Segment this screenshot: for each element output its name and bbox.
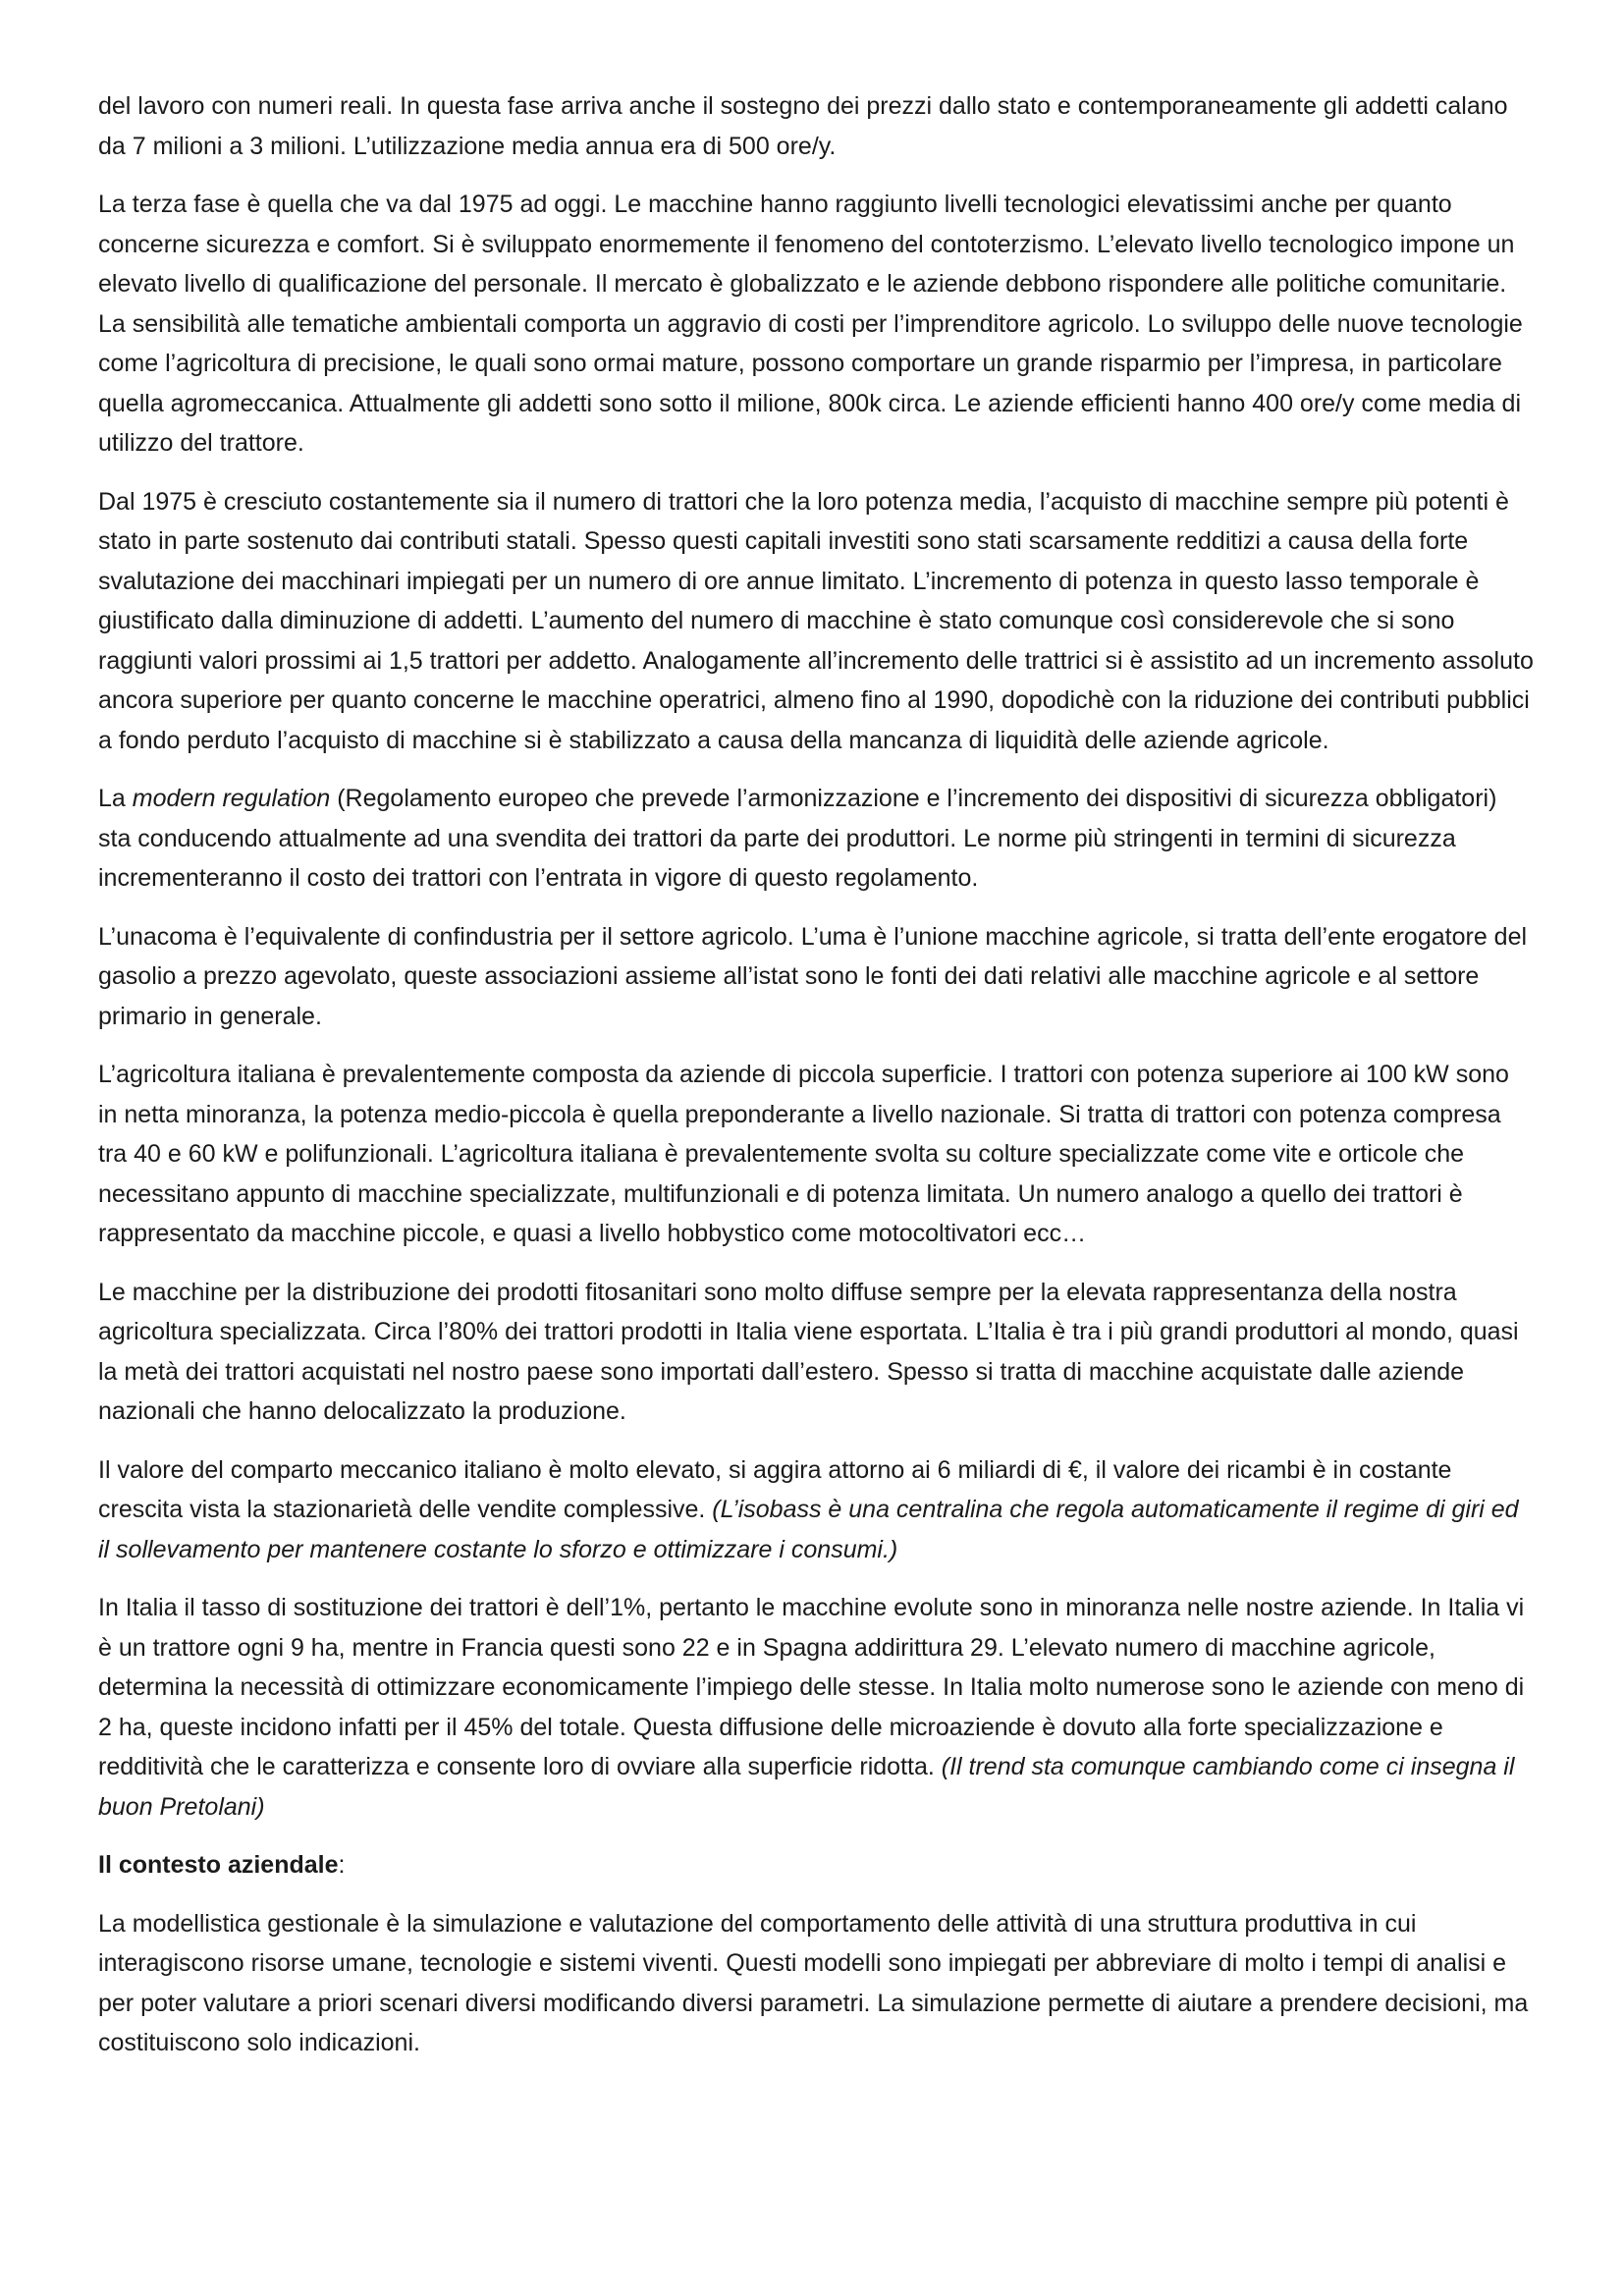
paragraph-text: La terza fase è quella che va dal 1975 ad oggi. Le macchine hanno raggiunto livelli tecnologici elevatissimi anche per quanto concerne sicurezza e comfort. Si è sviluppato enormemente il fenomeno del contoterzismo. L’elevato livello tecnologico impone un elevato livello di qualificazione del personale. Il mercato è globalizzato e le aziende debbono rispondere alle politiche comunitarie. La sensibilità alle tematiche ambientali comporta un aggravio di costi per l’imprenditore agricolo. Lo sviluppo delle nuove tecnologie come l’agricoltura di precisione, le quali sono ormai mature, possono comportare un grande risparmio per l’impresa, in particolare quella agromeccanica. Attualmente gli addetti sono sotto il milione, 800k circa. Le aziende efficienti hanno 400 ore/y come media di utilizzo del trattore. <box>98 191 1523 457</box>
paragraph-unacoma <box>98 917 1534 1037</box>
section-heading <box>98 1845 1534 1886</box>
paragraph-modern-regulation <box>98 779 1534 899</box>
paragraph-text: In Italia il tasso di sostituzione dei trattori è dell’1%, pertanto le macchine evolute sono in minoranza nelle nostre aziende. In Italia vi è un trattore ogni 9 ha, mentre in Francia questi sono 22 e in Spagna addirittura 29. L’elevato numero di macchine agricole, determina la necessità di ottimizzare economicamente l’impiego delle stesse. In Italia molto numerose sono le aziende con meno di 2 ha, queste incidono infatti per il 45% del totale. Questa diffusione delle microaziende è dovuto alla forte specializzazione e redditività che le caratterizza e consente loro di ovviare alla superficie ridotta. <box>98 1594 1525 1780</box>
paragraph-third-phase <box>98 185 1534 464</box>
paragraph-text: del lavoro con numeri reali. In questa fase arriva anche il sostegno dei prezzi dallo stato e contemporaneamente gli addetti calano da 7 milioni a 3 milioni. L’utilizzazione media annua era di 500 ore/y. <box>98 92 1508 160</box>
section-heading-title: Il contesto aziendale <box>98 1851 339 1879</box>
paragraph-italic-term: modern regulation <box>132 785 331 812</box>
paragraph-labour-phase <box>98 86 1534 166</box>
paragraph-text: L’agricoltura italiana è prevalentemente composta da aziende di piccola superficie. I trattori con potenza superiore ai 100 kW sono in netta minoranza, la potenza medio-piccola è quella preponderante a livello nazionale. Si tratta di trattori con potenza compresa tra 40 e 60 kW e polifunzionali. L’agricoltura italiana è prevalentemente svolta su colture specializzate come vite e orticole che necessitano appunto di macchine specializzate, multifunzionali e di potenza limitata. Un numero analogo a quello dei trattori è rappresentato da macchine piccole, e quasi a livello hobbystico come motocoltivatori ecc… <box>98 1061 1509 1247</box>
paragraph-tractor-growth <box>98 482 1534 761</box>
paragraph-italian-agriculture <box>98 1055 1534 1254</box>
paragraph-text: Il valore del comparto meccanico italiano è molto elevato, si aggira attorno ai 6 miliardi di €, il valore dei ricambi è in costante crescita vista la stazionarietà delle vendite complessive. <box>98 1455 1452 1523</box>
paragraph-phytosanitary <box>98 1273 1534 1432</box>
paragraph-text: La modellistica gestionale è la simulazione e valutazione del comportamento delle attività di una struttura produttiva in cui interagiscono risorse umane, tecnologie e sistemi viventi. Questi modelli sono impiegati per abbreviare di molto i tempi di analisi e per poter valutare a priori scenari diversi modificando diversi parametri. La simulazione permette di aiutare a prendere decisioni, ma costituiscono solo indicazioni. <box>98 1909 1529 2056</box>
document-page <box>98 86 1534 2082</box>
paragraph-italic-note: (Il trend sta comunque cambiando come ci insegna il buon Pretolani) <box>98 1753 1515 1821</box>
section-heading-suffix: : <box>338 1851 346 1879</box>
paragraph-lead: La <box>98 785 133 812</box>
paragraph-mechanical-sector <box>98 1450 1534 1570</box>
paragraph-text: L’unacoma è l’equivalente di confindustria per il settore agricolo. L’uma è l’unione macchine agricole, si tratta dell’ente erogatore del gasolio a prezzo agevolato, queste associazioni assieme all’istat sono le fonti dei dati relativi alle macchine agricole e al settore primario in generale. <box>98 922 1528 1030</box>
paragraph-replacement-rate <box>98 1588 1534 1827</box>
paragraph-text: Dal 1975 è cresciuto costantemente sia il numero di trattori che la loro potenza media, l’acquisto di macchine sempre più potenti è stato in parte sostenuto dai contributi statali. Spesso questi capitali investiti sono stati scarsamente redditizi a causa della forte svalutazione dei macchinari impiegati per un numero di ore annue limitato. L’incremento di potenza in questo lasso temporale è giustificato dalla diminuzione di addetti. L’aumento del numero di macchine è stato comunque così considerevole che si sono raggiunti valori prossimi ai 1,5 trattori per addetto. Analogamente all’incremento delle trattrici si è assistito ad un incremento assoluto ancora superiore per quanto concerne le macchine operatrici, almeno fino al 1990, dopodichè con la riduzione dei contributi pubblici a fondo perduto l’acquisto di macchine si è stabilizzato a causa della mancanza di liquidità delle aziende agricole. <box>98 487 1534 754</box>
paragraph-text: Le macchine per la distribuzione dei prodotti fitosanitari sono molto diffuse sempre per la elevata rappresentanza della nostra agricoltura specializzata. Circa l’80% dei trattori prodotti in Italia viene esportata. L’Italia è tra i più grandi produttori al mondo, quasi la metà dei trattori acquistati nel nostro paese sono importati dall’estero. Spesso si tratta di macchine acquistate dalle aziende nazionali che hanno delocalizzato la produzione. <box>98 1278 1519 1425</box>
paragraph-management-modelling <box>98 1904 1534 2063</box>
paragraph-italic-note: (L’isobass è una centralina che regola automaticamente il regime di giri ed il sollevamento per mantenere costante lo sforzo e ottimizzare i consumi.) <box>98 1496 1519 1563</box>
paragraph-text: (Regolamento europeo che prevede l’armonizzazione e l’incremento dei dispositivi di sicurezza obbligatori) sta conducendo attualmente ad una svendita dei trattori da parte dei produttori. Le norme più stringenti in termini di sicurezza incrementeranno il costo dei trattori con l’entrata in vigore di questo regolamento. <box>98 785 1497 892</box>
